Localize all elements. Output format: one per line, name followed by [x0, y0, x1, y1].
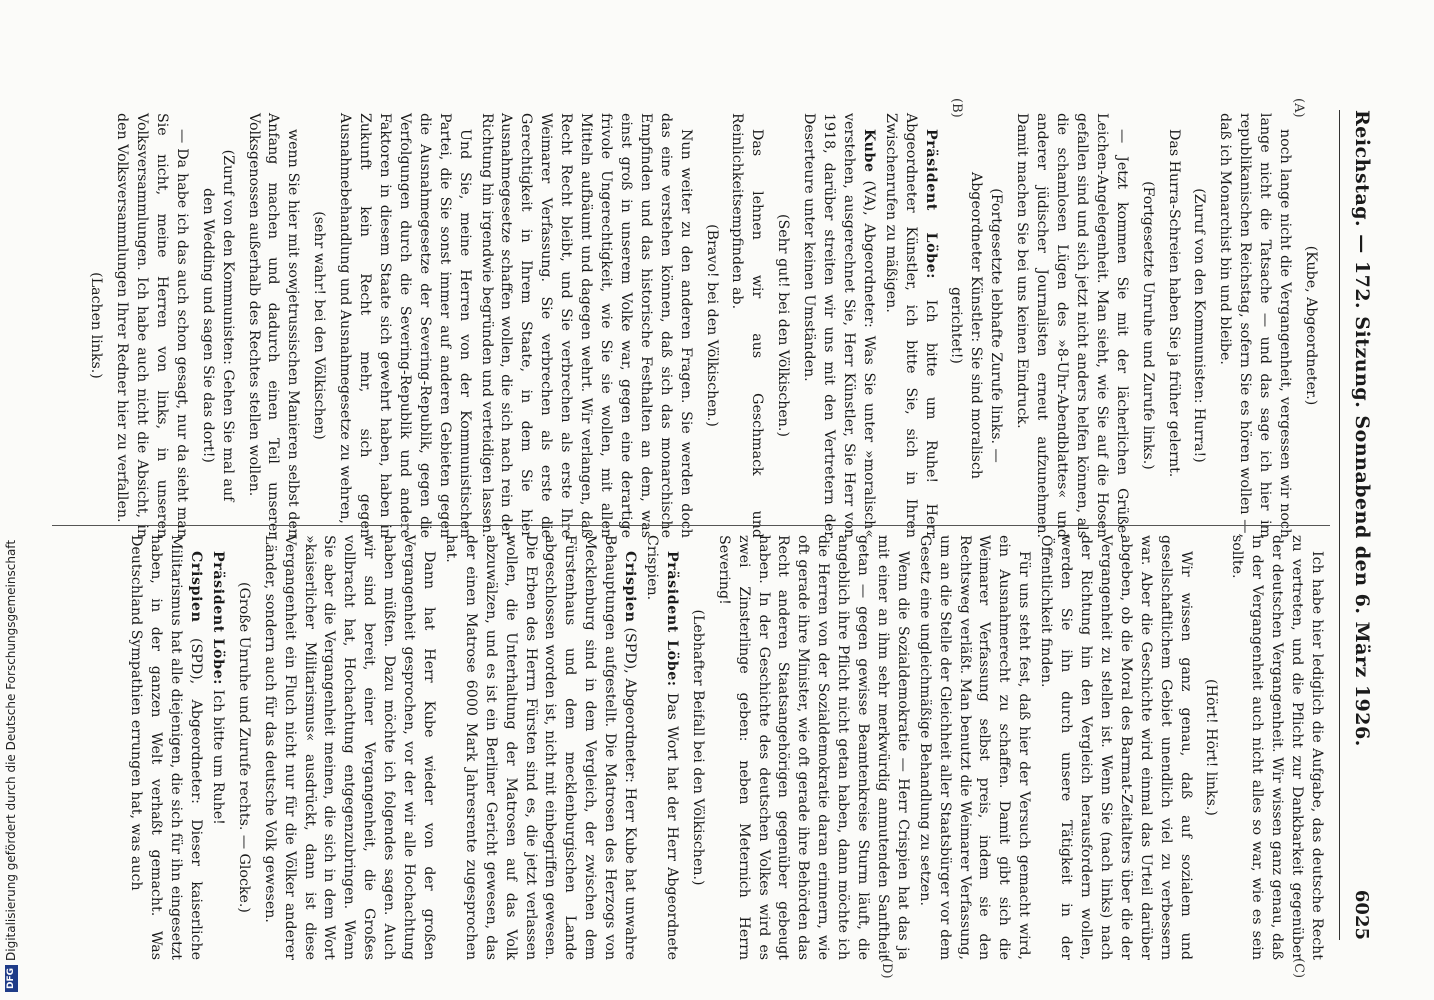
paragraph-text: Ich habe hier lediglich die Aufgabe, das deutsche Recht zu vertreten, und die Pflicht zur Dankbarkeit gegenüber der deutschen Vergangenheit. Wir wissen ganz genau, daß in der Vergangenheit auch nicht alles so war, wie es sein sollte.	[1229, 535, 1325, 960]
paragraph-text: (Lebhafter Beifall bei den Völkischen.)	[689, 609, 706, 886]
paragraph-text: wenn Sie hier mit sowjetrussischen Manieren selbst den Anfang machen und dadurch einen Teil unserer Volksgenossen außerhalb des Rechtes stellen wollen.	[245, 113, 302, 538]
interjection	[233, 535, 253, 960]
paragraph-text: (Fortgesetzte Unruhe und Zurufe links.)	[1139, 181, 1156, 470]
speaker-name: Präsident Löbe:	[209, 551, 226, 686]
paragraph-text: (Sehr gut! bei den Völkischen.)	[775, 214, 792, 437]
page-header	[1342, 110, 1382, 940]
interjection	[701, 113, 721, 538]
speaker-name: Crispien	[622, 551, 639, 623]
paragraph	[259, 535, 438, 960]
speaker-name: Crispien	[188, 551, 205, 623]
paragraph-text: (Bravo! bei den Völkischen.)	[703, 224, 720, 427]
column-divider	[52, 525, 1330, 526]
paragraph-text: Das lehnen wir aus Geschmack und Reinlichkeitsempfinden ab.	[729, 113, 766, 538]
paragraph-text: (VA), Abgeordneter: Was Sie unter »moralisch« verstehen, ausgerechnet Sie, Herr Künstler, Sie Herr von 1918, darüber streiten wir uns mit den Vertretern der Deserteure unter keinen Umständen.	[801, 113, 877, 538]
paragraph-text: (sehr wahr! bei den Völkischen)	[311, 211, 328, 440]
paragraph-text: (SPD), Abgeordneter: Dieser kaiserliche Militarismus hat alle diejenigen, die sich für ihn eingesetzt haben, in der ganzen Welt verhaßt gemacht. Was Deutschland Sympathien errungen hat, was auch	[128, 535, 205, 960]
margin-mark-a: (A)	[1291, 98, 1306, 118]
interjection	[1300, 113, 1320, 538]
paragraph-text: Ich bitte um Ruhe! Herr Abgeordneter Künstler, ich bitte Sie, sich in Ihren Zwischenrufen zu mäßigen.	[882, 113, 939, 538]
interjection	[1137, 113, 1157, 538]
paragraph-text: Dann hat Herr Kube wieder von der großen Vergangenheit gesprochen, vor der wir alle Hochachtung haben müßten. Dazu möchte ich folgendes sagen. Auch wir sind bereit, einer Vergangenheit, die Großes vollbracht hat, Hochachtung entgegenzubringen. Wenn Sie aber die Vergangenheit meinen, die sich in dem Wort »kaiserlicher Militarismus« ausdrückt, dann ist diese Vergangenheit ein Fluch nicht nur für die Völker anderer Länder, sondern auch für das deutsche Volk gewesen.	[261, 535, 438, 960]
paragraph	[125, 535, 205, 960]
interjection	[85, 113, 105, 538]
paragraph-text: Wir wissen ganz genau, daß auf sozialem und gesellschaftlichem Gebiet unendlich viel zu verbessern war. Aber die Geschichte wird einmal das Urteil darüber abgeben, ob die Moral des Barmat-Zeitalters über die der Vergangenheit zu stellen ist. Wenn Sie (nach links) nach der Richtung hin den Vergleich herausfordern wollen, werden Sie ihn durch unsere Tätigkeit in der Öffentlichkeit finden.	[1038, 535, 1194, 960]
paragraph	[1011, 113, 1130, 538]
paragraph-text: (Fortgesetzte lebhafte Zurufe links. — Abgeordneter Künstler: Sie sind moralisch gerichtet!)	[948, 171, 1005, 480]
paragraph-text: (Kube, Abgeordneter.)	[1303, 245, 1319, 406]
paragraph	[476, 113, 695, 538]
interjection	[946, 113, 1006, 538]
paragraph-text: Und Sie, meine Herren von der Kommunistischen Partei, die Sie sonst immer auf anderen Gebieten gegen die Ausnahmegesetze der Severing-Republik, gegen die Verfolgungen durch die Severing-Republik und andere Faktoren in diesem Staate sich gewehrt haben, haben in Zukunft kein Recht mehr, sich gegen Ausnahmebehandlung und Ausnahmegesetze zu wehren,	[337, 113, 473, 538]
paragraph-text: (Zuruf von den Kommunisten: Hurra!)	[1191, 188, 1208, 463]
paragraph-text: (Lachen links.)	[88, 272, 105, 379]
paragraph-text: Ich bitte um Ruhe!	[209, 685, 226, 825]
paragraph-text: Wenn die Sozialdemokratie — Herr Crispien hat das ja mit einer an ihm sehr merkwürdig anmutenden Sanftheit getan — gegen gewisse Beamtenkreise Sturm läuft, die angeblich ihre Pflicht nicht getan haben, dann möchte ich die Herren von der Sozialdemokratie daran erinnern, wie oft gerade ihre Minister, wie oft gerade ihre Behörden das Recht anderen Staatsangehörigen gegenüber gebeugt haben. In der Geschichte des deutschen Volkes wird es zwei Zinsterlinge geben: neben Meternich Herrn Severing!	[715, 535, 911, 960]
paragraph-text: Das Hurra-Schreien haben Sie ja früher gelernt.	[1165, 129, 1182, 478]
paragraph-text: noch lange nicht die Vergangenheit, vergessen wir noch lange nicht die Tatsache — und das sage ich hier im republikanischen Reichstag, sofern Sie es hören wollen —, daß ich Monarchist bin und bleibe.	[1217, 113, 1294, 538]
paragraph-text: (SPD), Abgeordneter: Herr Kube hat unwahre Behauptungen aufgestellt. Die Matrosen des Herzogs von Mecklenburg sind in dem Vergleich, der zwischen dem Fürstenhaus und dem mecklenburgischen Lande abgeschlossen worden ist, nicht mit einbegriffen gewesen. Die Erben des Herrn Fürsten sind es, die jetzt verlassen wollen, die Unterhaltung der Matrosen auf das Volk abzuwälzen, und es ist ein Berliner Gericht gewesen, das der einen Matrose 6000 Mark Jahresrente zugesprochen hat.	[442, 535, 639, 960]
dfg-logo: DFG	[5, 965, 18, 992]
speaker-name: Präsident Löbe:	[663, 551, 680, 687]
credit-text: Digitalisierung gefördert durch die Deutsche Forschungsgemeinschaft	[4, 539, 18, 961]
paragraph	[440, 535, 639, 960]
running-header: Reichstag. — 172. Sitzung. Sonnabend den 6. März 1926.	[1351, 110, 1373, 747]
paragraph	[207, 535, 227, 960]
margin-mark-c: (C)	[1291, 958, 1306, 979]
digitization-credit	[4, 0, 22, 1000]
paragraph	[1163, 113, 1183, 538]
paragraph-text: (Hört! Hört! links.)	[1203, 679, 1220, 816]
paragraph	[1035, 535, 1194, 960]
interjection	[772, 113, 792, 538]
paragraph-text: (Große Unruhe und Zurufe rechts. — Glocke.)	[235, 582, 252, 913]
paragraph	[111, 113, 191, 538]
paragraph-text: Nun weiter zu den anderen Fragen. Sie werden doch das eine verstehen können, daß sich das monarchische Empfinden und das historische Festhalten an dem, was einst groß in unserem Volke war, gegen eine derartige frivole Ungerechtigkeit, wie Sie sie wollen, mit allen Mitteln aufbäumt und dagegen wehrt. Wir verlangen, daß Recht Recht bleibt, und Sie verbrechen als erste Ihre Weimarer Verfassung. Sie verbrechen als erste die Gerechtigkeit in Ihrem Staate, in dem Sie hier Ausnahmegesetze schaffen wollen, die sich nach rein der Richtung hin irgendwie begründen und verteidigen lassen.	[478, 113, 694, 538]
paragraph	[914, 535, 1033, 960]
paragraph	[334, 113, 473, 538]
margin-mark-d: (D)	[879, 958, 894, 979]
left-column	[79, 113, 1326, 538]
paragraph	[880, 113, 940, 538]
margin-mark-b: (B)	[949, 98, 964, 118]
speaker-name: Kube	[860, 129, 877, 173]
right-column	[123, 535, 1326, 960]
paragraph	[1226, 535, 1326, 960]
interjection	[1189, 113, 1209, 538]
paragraph	[727, 113, 767, 538]
page-number: 6025	[1351, 889, 1373, 940]
paragraph-text: Für uns steht fest, daß hier der Versuch gemacht wird, ein Ausnahmerecht zu schaffen. Damit gibt sich die Weimarer Verfassung selbst preis, indem sie den Rechtsweg verläßt. Man benutzt die Weimarer Verfassung, um an die Stelle der Gleichheit aller Staatsbürger vor dem Gesetz eine ungleichmäßige Behandlung zu setzen.	[916, 535, 1033, 960]
paragraph	[798, 113, 878, 538]
paragraph-text: Das Wort hat der Herr Abgeordnete Crispien.	[644, 535, 680, 960]
interjection	[687, 535, 707, 960]
paragraph	[641, 535, 681, 960]
paragraph-text: — Jetzt kommen Sie mit der lächerlichen Grüße-Leichen-Angelegenheit. Man sieht, wie Sie auf die Hosen gefallen sind und sich jetzt nicht anders helfen können, als die schamlosen Lügen des »8-Uhr-Abendblattes« und anderer jüdischer Journalisten erneut aufzunehmen. Damit machen Sie bei uns keinen Eindruck.	[1014, 113, 1130, 538]
interjection	[308, 113, 328, 538]
paragraph	[1214, 113, 1294, 538]
paragraph-text: — Da habe ich das auch schon gesagt, nur da sieht man Sie nicht, meine Herren von links, in unseren Volksversammlungen. Ich habe auch nicht die Absicht, in den Volksversammlungen Ihrer Redner hier zu verfallen.	[114, 113, 190, 538]
paragraph	[243, 113, 303, 538]
header-rule	[1339, 110, 1340, 940]
interjection	[197, 113, 237, 538]
interjection	[1201, 535, 1221, 960]
paragraph	[713, 535, 912, 960]
speaker-name: Präsident Löbe:	[922, 129, 939, 280]
paragraph-text: (Zuruf von den Kommunisten: Gehen Sie mal auf den Wedding und sagen Sie das dort!)	[199, 149, 236, 502]
